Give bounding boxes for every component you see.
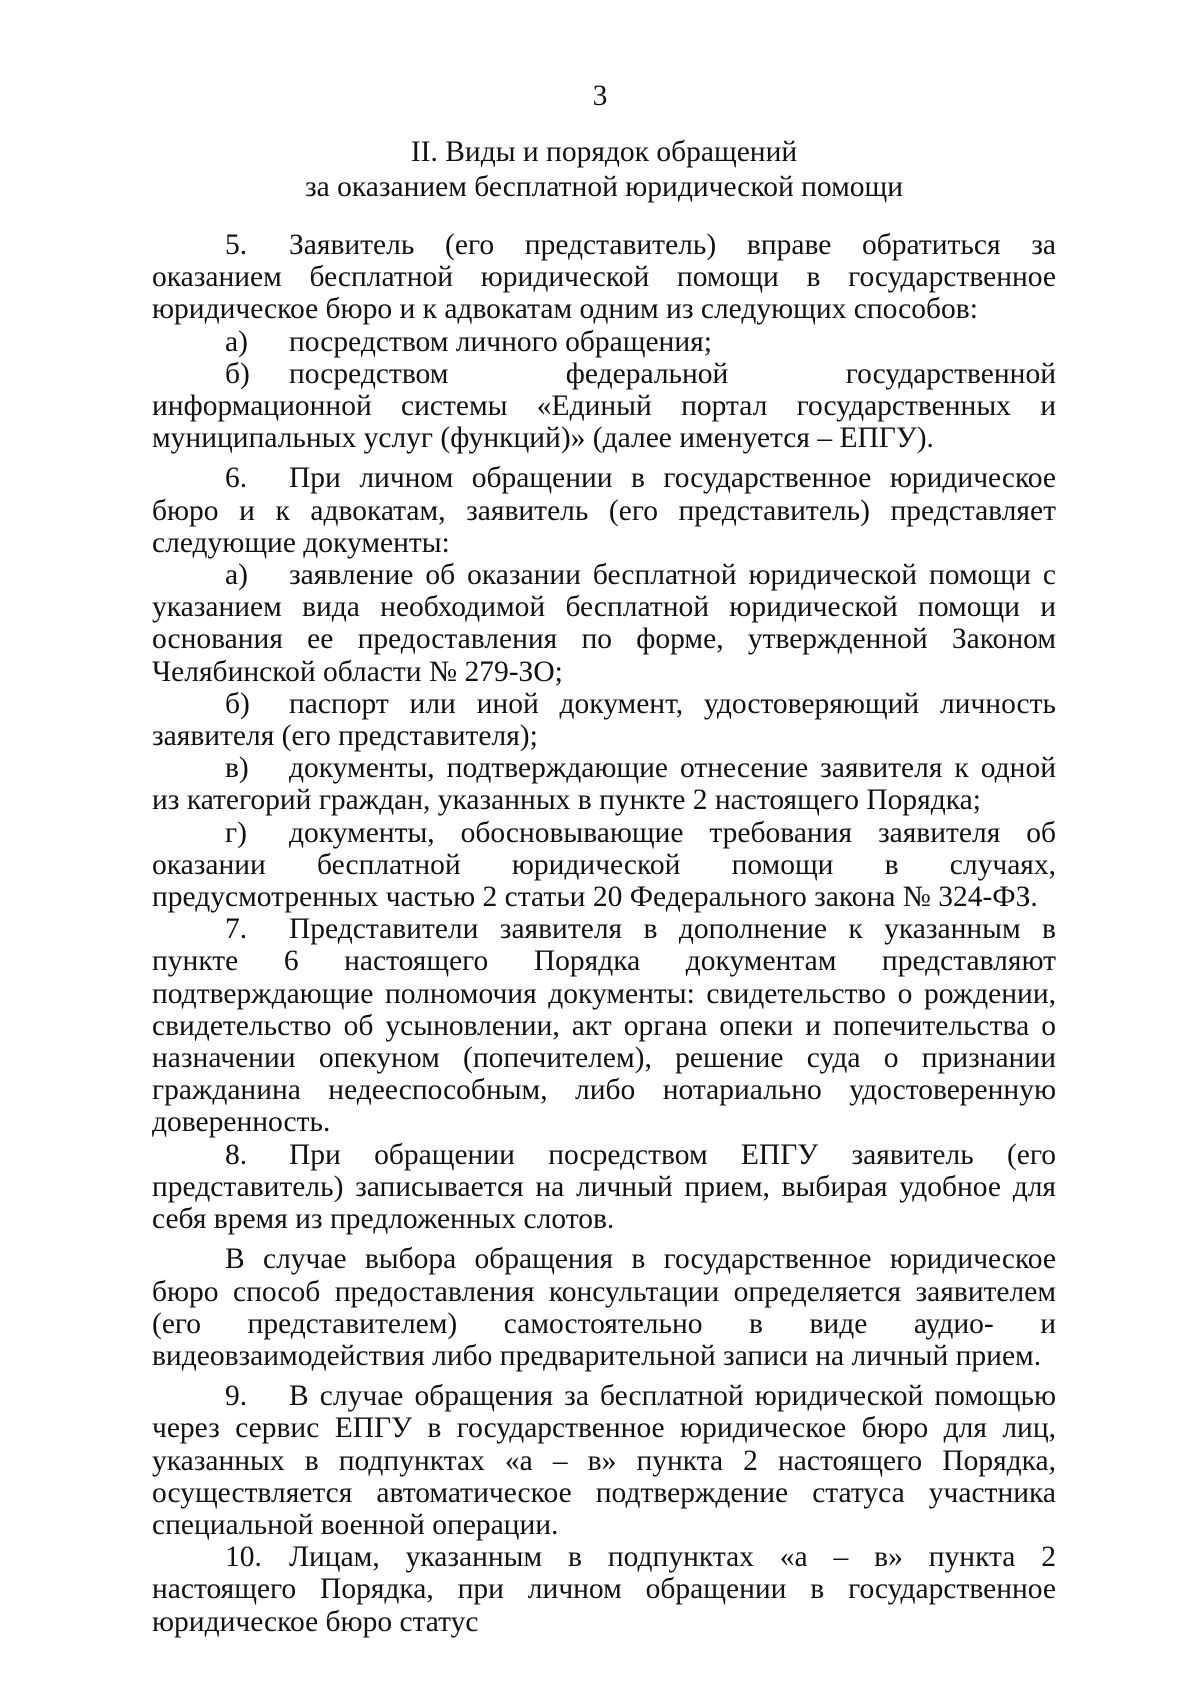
- paragraph-number: 7.: [225, 913, 248, 946]
- paragraph-number: б): [225, 357, 250, 390]
- paragraph-text: заявление об оказании бесплатной юридической помощи с указанием вида необходимой бесплатной юридической помощи и основания ее предоставления по форме, утвержденной Законом Челябинской области № 279-ЗО;: [152, 559, 1056, 688]
- paragraph-text: В случае выбора обращения в государственное юридическое бюро способ предоставления консультации определяется заявителем (его представителем) самостоятельно в виде аудио- и видеовзаимодействия либо предварительной записи на личный прием.: [152, 1243, 1056, 1372]
- paragraph-number: 6.: [225, 462, 248, 495]
- section-title-line-2: за оказанием бесплатной юридической помощи: [304, 171, 904, 203]
- subparagraph-6g: [152, 817, 1056, 914]
- paragraph-text: При личном обращении в государственное юридическое бюро и к адвокатам, заявитель (его представитель) представляет следующие документы:: [152, 462, 1056, 559]
- subparagraph-6a: [152, 559, 1056, 688]
- paragraph-8-continuation: [152, 1243, 1056, 1372]
- paragraph-number: а): [225, 559, 248, 592]
- paragraph-number: 5.: [225, 229, 248, 261]
- paragraph-number: 9.: [225, 1380, 248, 1413]
- paragraph-text: Заявитель (его представитель) вправе обратиться за оказанием бесплатной юридической помощи в государственное юридическое бюро и к адвокатам одним из следующих способов:: [152, 229, 1056, 326]
- page-number: 3: [592, 80, 608, 112]
- paragraph-number: а): [225, 325, 248, 358]
- paragraph-text: Представители заявителя в дополнение к указанным в пункте 6 настоящего Порядка документам представляют подтверждающие полномочия документы: свидетельство о рождении, свидетельство об усыновлении, акт органа опеки и попечительства о назначении опекуном (попечителем), решение суда о признании гражданина недееспособным, либо нотариально удостоверенную доверенность.: [152, 913, 1056, 1139]
- subparagraph-6b: [152, 688, 1056, 752]
- subparagraph-5b: [152, 358, 1056, 455]
- paragraph-7: [152, 913, 1056, 1138]
- paragraph-number: г): [225, 816, 247, 849]
- section-title: [152, 135, 1056, 205]
- paragraph-10: [152, 1541, 1056, 1638]
- paragraph-5: [152, 229, 1056, 326]
- paragraph-text: посредством федеральной государственной информационной системы «Единый портал государственных и муниципальных услуг (функций)» (далее именуется – ЕПГУ).: [152, 357, 1056, 455]
- paragraph-number: 8.: [225, 1138, 248, 1171]
- paragraph-number: б): [225, 687, 250, 720]
- paragraph-text: паспорт или иной документ, удостоверяющий личность заявителя (его представителя);: [152, 687, 1056, 753]
- paragraph-text: В случае обращения за бесплатной юридической помощью через сервис ЕПГУ в государственное юридическое бюро для лиц, указанных в подпунктах «а – в» пункта 2 настоящего Порядка, осуществляется автоматическое подтверждение статуса участника специальной военной операции.: [152, 1380, 1056, 1541]
- paragraph-number: 10.: [225, 1541, 262, 1574]
- paragraph-6: [152, 462, 1056, 559]
- paragraph-8: [152, 1139, 1056, 1236]
- paragraph-text: документы, подтверждающие отнесение заявителя к одной из категорий граждан, указанных в пункте 2 настоящего Порядка;: [152, 752, 1056, 817]
- paragraph-text: При обращении посредством ЕПГУ заявитель (его представитель) записывается на личный прием, выбирая удобное для себя время из предложенных слотов.: [152, 1138, 1056, 1236]
- paragraph-number: в): [225, 752, 249, 785]
- document-body: [152, 229, 1056, 1638]
- paragraph-9: [152, 1380, 1056, 1541]
- subparagraph-5a: [152, 326, 1056, 358]
- paragraph-text: посредством личного обращения;: [289, 325, 712, 358]
- paragraph-text: документы, обосновывающие требования заявителя об оказании бесплатной юридической помощи в случаях, предусмотренных частью 2 статьи 20 Федерального закона № 324-ФЗ.: [152, 816, 1056, 914]
- section-title-line-1: II. Виды и порядок обращений: [410, 136, 798, 168]
- subparagraph-6v: [152, 752, 1056, 816]
- paragraph-text: Лицам, указанным в подпунктах «а – в» пункта 2 настоящего Порядка, при личном обращении в государственное юридическое бюро статус: [152, 1541, 1056, 1638]
